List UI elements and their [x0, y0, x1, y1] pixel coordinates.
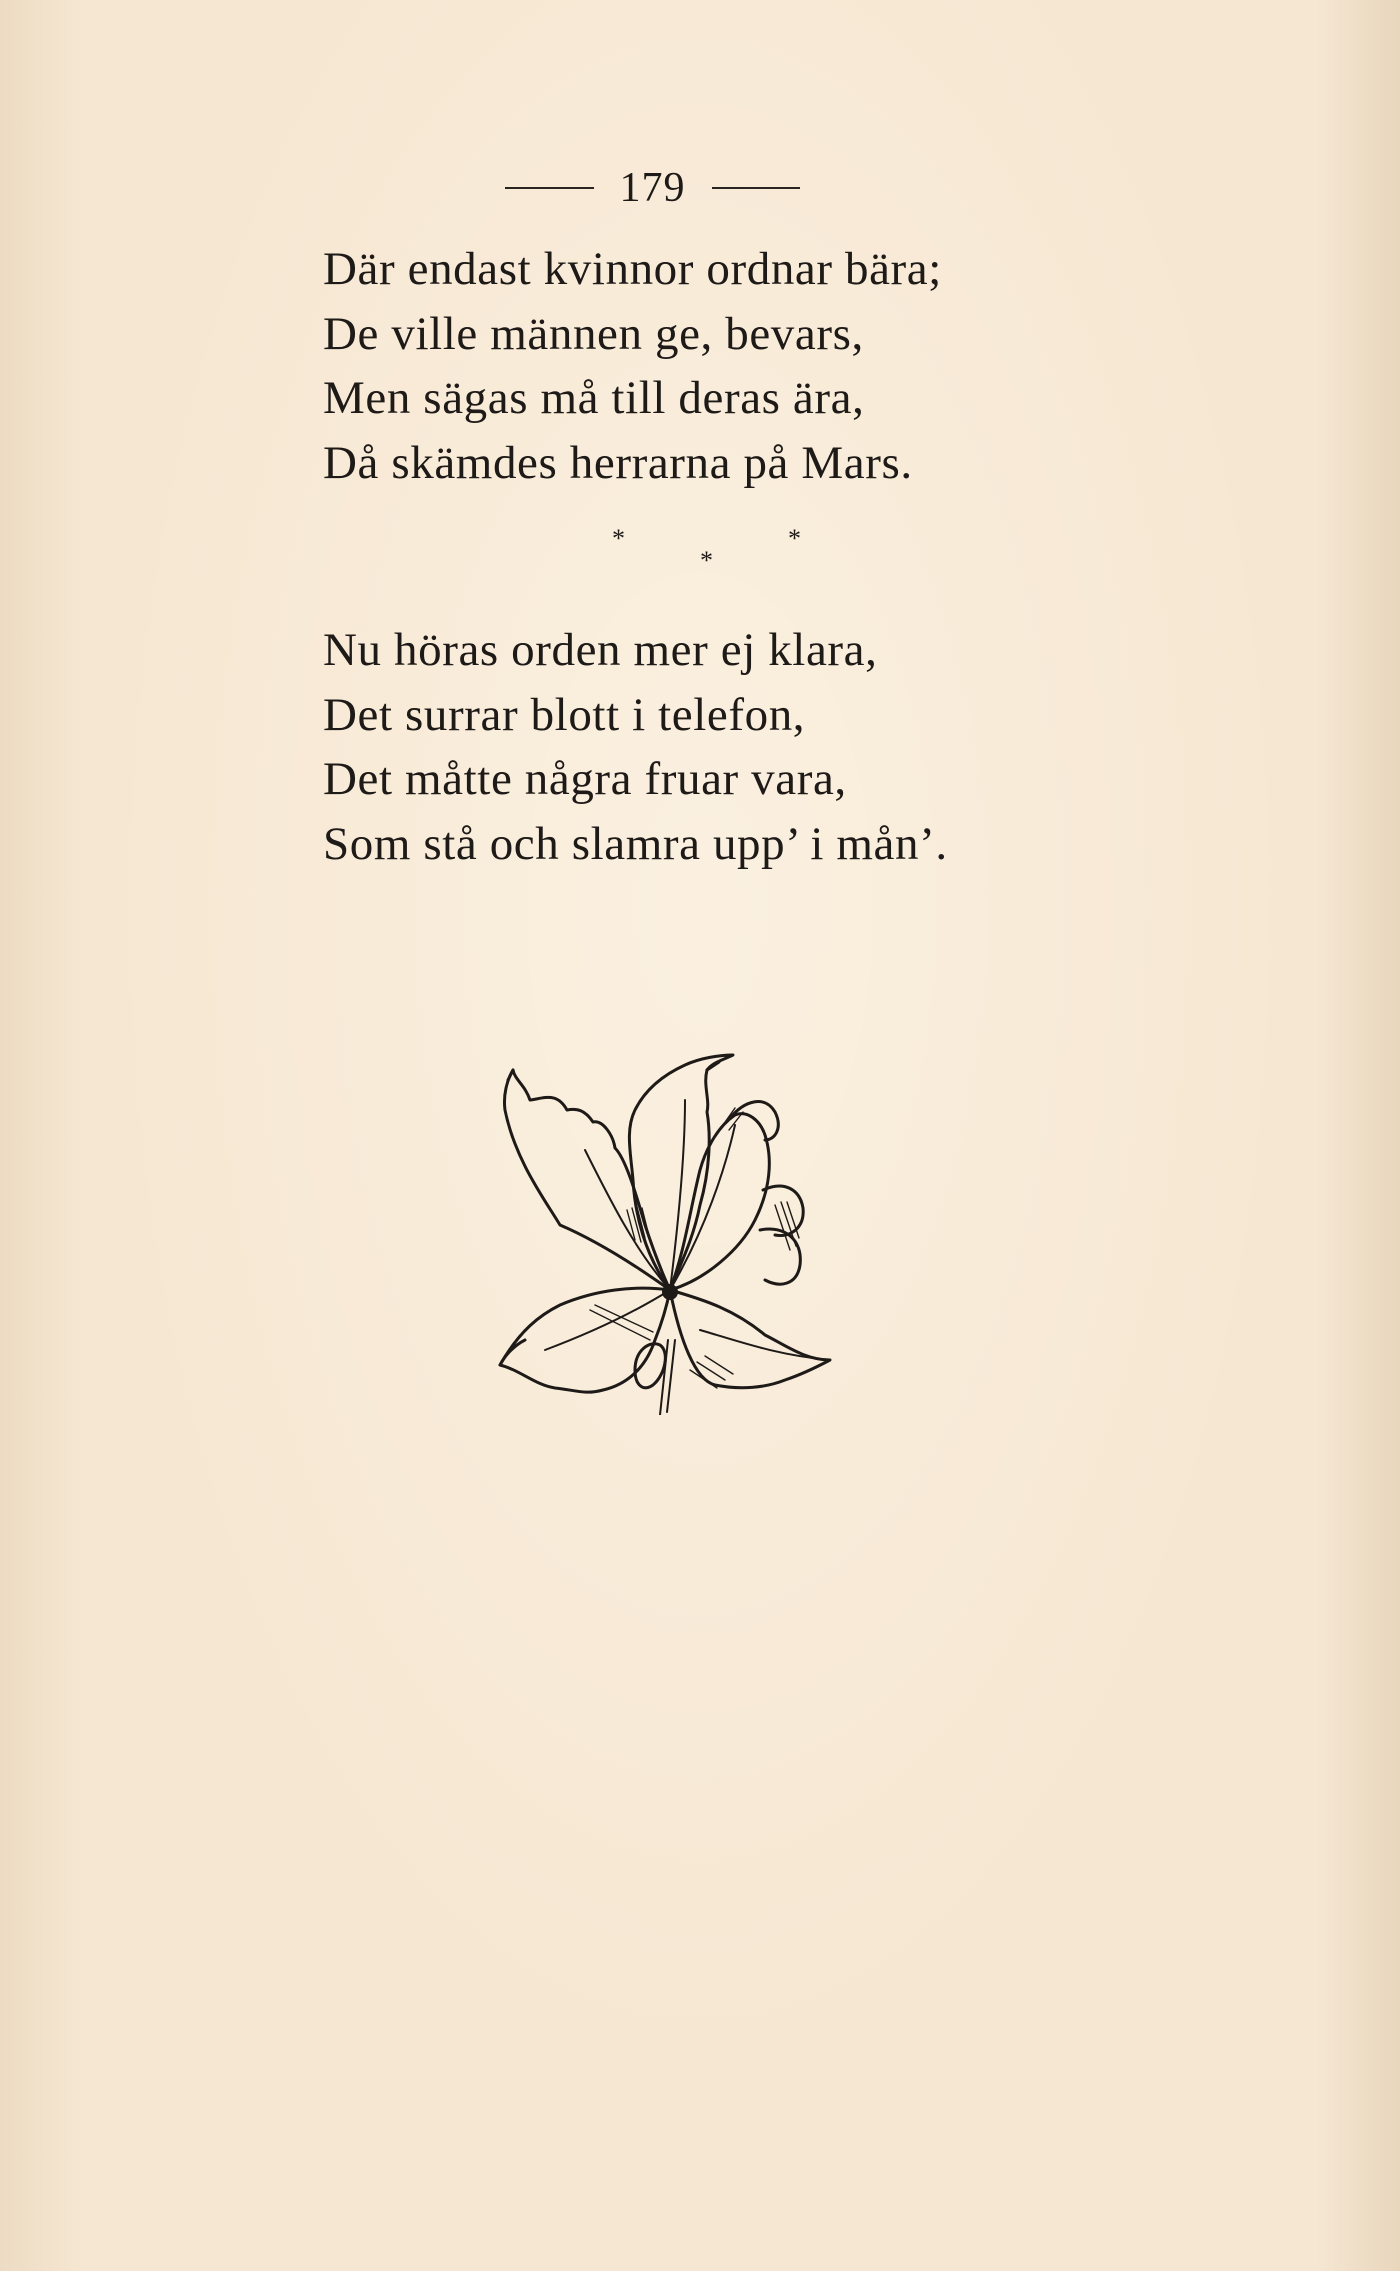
- stanza-1: [323, 237, 1083, 495]
- page-number: 179: [619, 165, 686, 211]
- verse-line: De ville männen ge, bevars,: [323, 307, 864, 360]
- verse-line: Men sägas må till deras ära,: [323, 372, 865, 424]
- verse-line: Där endast kvinnor ordnar bära;: [323, 243, 942, 295]
- asterism-star-right: *: [788, 524, 801, 553]
- verse-line: Det måtte några fruar vara,: [323, 753, 847, 805]
- verse-line: Som stå och slamra upp’ i mån’.: [323, 817, 948, 870]
- verse-line: Nu höras orden mer ej klara,: [323, 624, 878, 676]
- asterism-divider: [600, 518, 820, 578]
- verse-line: Det surrar blott i telefon,: [323, 688, 806, 741]
- header-rule-left: [505, 187, 594, 189]
- stanza-2: [323, 618, 1083, 876]
- header-rule-right: [712, 187, 801, 189]
- verse-line: Då skämdes herrarna på Mars.: [323, 436, 913, 489]
- asterism-star-center: *: [700, 546, 713, 575]
- leaf-ornament-icon: [485, 1040, 855, 1415]
- asterism-star-left: *: [612, 524, 625, 553]
- page-header: [505, 163, 800, 213]
